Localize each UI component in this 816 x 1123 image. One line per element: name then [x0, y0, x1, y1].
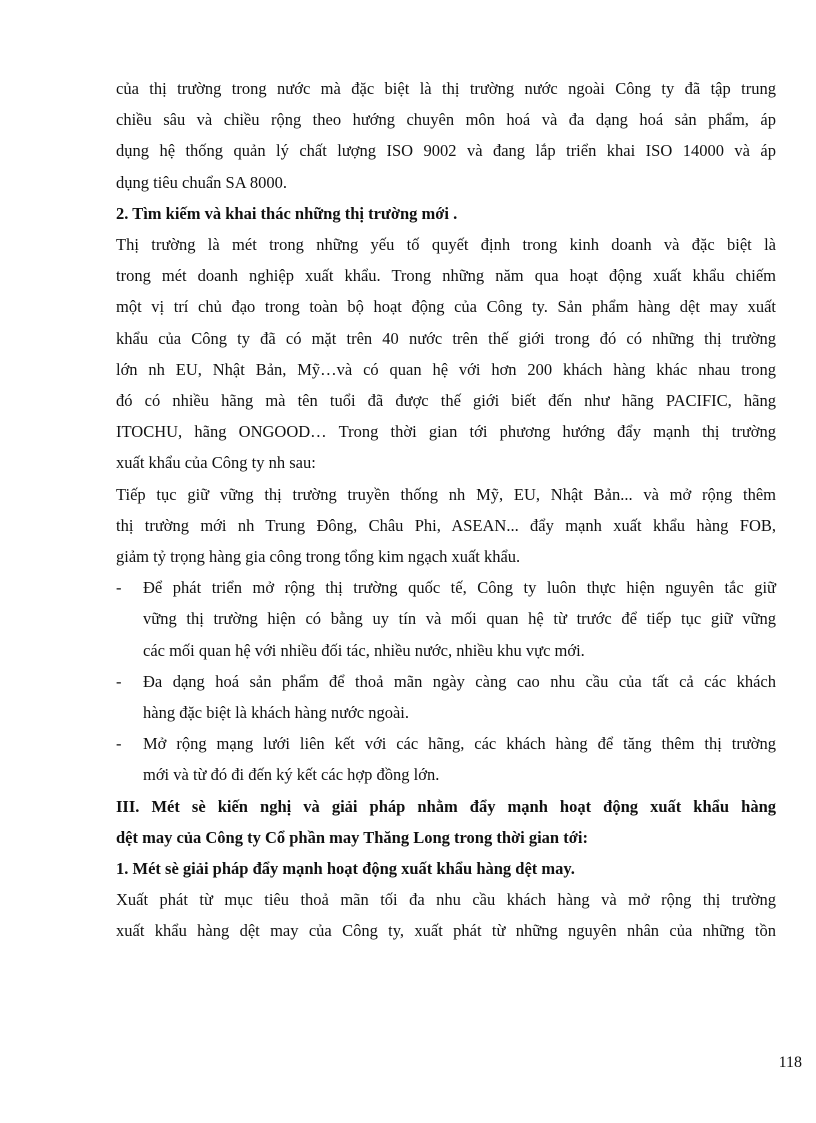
text-line: hàng đặc biệt là khách hàng nước ngoài.	[143, 703, 409, 723]
text-line: ITOCHU, hãng ONGOOD… Trong thời gian tới phương hướng đẩy mạnh thị trường	[116, 422, 776, 442]
section-heading-market-search: 2. Tìm kiếm và khai thác những thị trường mới .	[116, 203, 458, 223]
paragraph-solutions-intro	[116, 884, 776, 946]
text-line: chiều sâu và chiều rộng theo hướng chuyên môn hoá và đa dạng hoá sản phẩm, áp	[116, 110, 776, 130]
heading-line: III. Mét sè kiến nghị và giải pháp nhằm đẩy mạnh hoạt động xuất khẩu hàng	[116, 796, 776, 816]
subsection-heading-solutions: 1. Mét sè giải pháp đẩy mạnh hoạt động xuất khẩu hàng dệt may.	[116, 859, 575, 879]
text-line: dụng hệ thống quản lý chất lượng ISO 9002 và đang lắp triển khai ISO 14000 và áp	[116, 141, 776, 161]
text-line: thị trường mới nh Trung Đông, Châu Phi, ASEAN... đẩy mạnh xuất khẩu hàng FOB,	[116, 515, 776, 535]
text-line: xuất khẩu hàng dệt may của Công ty, xuất phát từ những nguyên nhân của những tồn	[116, 921, 776, 941]
text-line: của thị trường trong nước mà đặc biệt là thị trường nước ngoài Công ty đã tập trung	[116, 79, 776, 98]
paragraph-market-direction	[116, 479, 776, 573]
bullet-dash: -	[116, 671, 122, 691]
text-line: khẩu của Công ty đã có mặt trên 40 nước trên thế giới trong đó có những thị trường	[116, 328, 776, 348]
text-line: xuất khẩu của Công ty nh sau:	[116, 453, 316, 473]
bullet-item	[116, 728, 776, 790]
heading-line: dệt may của Công ty Cổ phần may Thăng Long trong thời gian tới:	[116, 827, 588, 847]
text-line: Đa dạng hoá sản phẩm để thoả mãn ngày càng cao nhu cầu của tất cả các khách	[143, 671, 776, 691]
page-content	[116, 73, 776, 947]
text-line: dụng tiêu chuẩn SA 8000.	[116, 172, 287, 192]
text-line: vững thị trường hiện có bằng uy tín và mối quan hệ từ trước để tiếp tục giữ vững	[143, 609, 776, 629]
text-line: một vị trí chủ đạo trong toàn bộ hoạt động của Công ty. Sản phẩm hàng dệt may xuất	[116, 297, 776, 317]
text-line: giảm tỷ trọng hàng gia công trong tổng kim ngạch xuất khẩu.	[116, 547, 521, 567]
text-line: mới và từ đó đi đến ký kết các hợp đồng lớn.	[143, 765, 440, 785]
text-line: Tiếp tục giữ vững thị trường truyền thống nh Mỹ, EU, Nhật Bản... và mở rộng thêm	[116, 484, 776, 504]
paragraph-market-importance	[116, 229, 776, 479]
paragraph-intro-continuation	[116, 73, 776, 198]
text-line: Xuất phát từ mục tiêu thoả mãn tối đa nhu cầu khách hàng và mở rộng thị trường	[116, 890, 776, 910]
text-line: trong mét doanh nghiệp xuất khẩu. Trong những năm qua hoạt động xuất khẩu chiếm	[116, 266, 776, 286]
text-line: lớn nh EU, Nhật Bản, Mỹ…và có quan hệ với hơn 200 khách hàng khác nhau trong	[116, 359, 776, 379]
bullet-dash: -	[116, 734, 122, 754]
bullet-item	[116, 572, 776, 666]
bullet-dash: -	[116, 578, 122, 598]
text-line: đó có nhiều hãng mà tên tuổi đã được thế giới biết đến như hãng PACIFIC, hãng	[116, 391, 776, 411]
section-heading-recommendations	[116, 791, 776, 853]
text-line: các mối quan hệ với nhiều đối tác, nhiều nước, nhiều khu vực mới.	[143, 640, 585, 660]
text-line: Thị trường là mét trong những yếu tố quyết định trong kinh doanh và đặc biệt là	[116, 235, 776, 255]
page-number: 118	[778, 1054, 802, 1071]
text-line: Để phát triển mở rộng thị trường quốc tế, Công ty luôn thực hiện nguyên tắc giữ	[143, 578, 776, 598]
text-line: Mở rộng mạng lưới liên kết với các hãng, các khách hàng để tăng thêm thị trường	[143, 734, 776, 754]
bullet-item	[116, 666, 776, 728]
